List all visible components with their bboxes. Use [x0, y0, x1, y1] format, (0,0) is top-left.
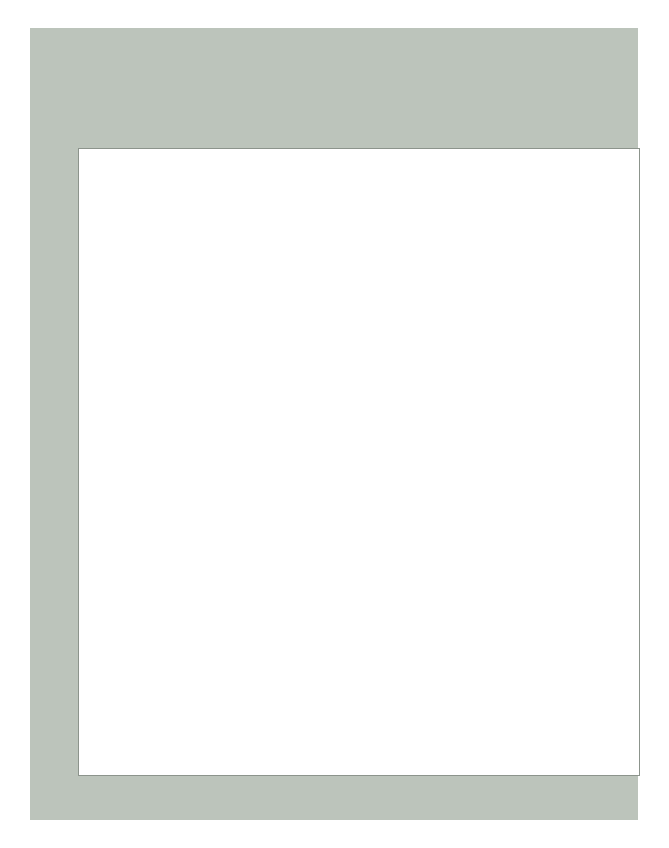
book-page	[30, 28, 638, 820]
contents-panel	[78, 148, 640, 776]
